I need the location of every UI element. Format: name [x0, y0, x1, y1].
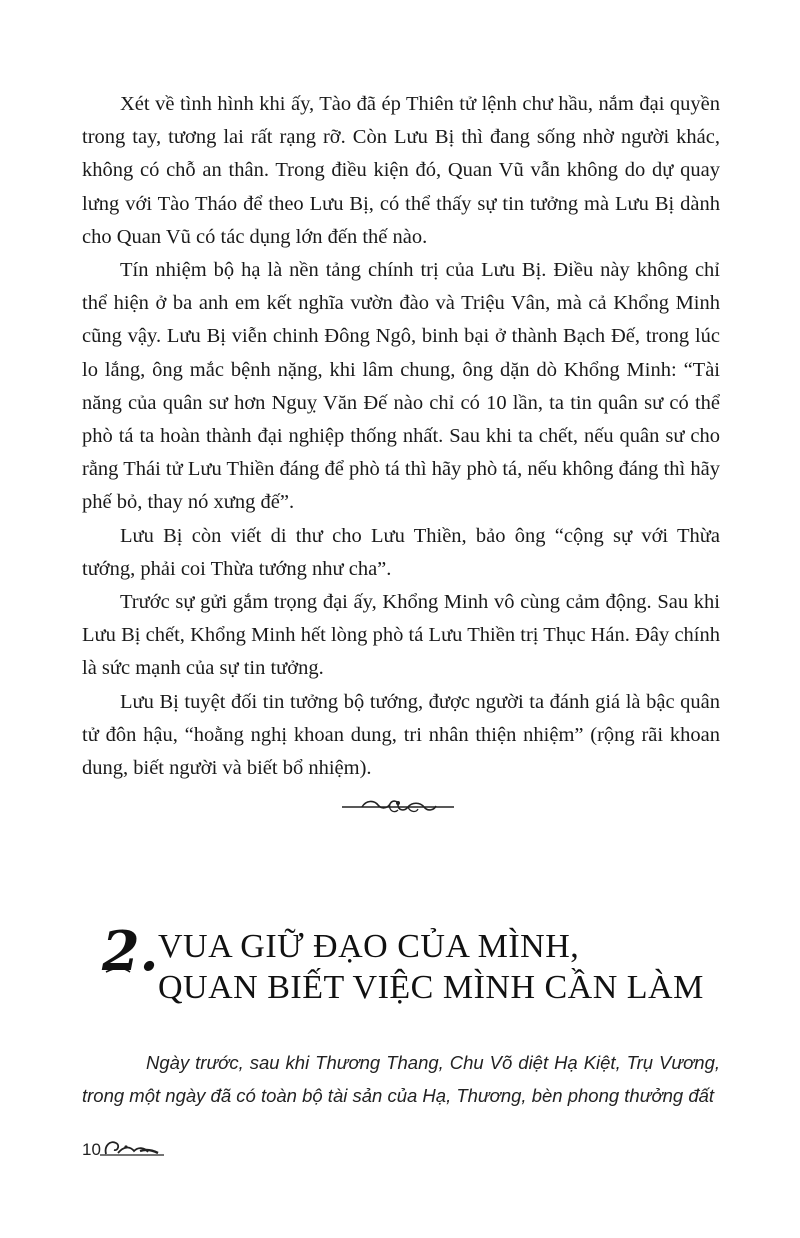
page-number-flourish-icon: [100, 1134, 166, 1160]
paragraph: Trước sự gửi gắm trọng đại ấy, Khổng Minh vô cùng cảm động. Sau khi Lưu Bị chết, Khổng Minh hết lòng phò tá Lưu Thiền trị Thục Hán. Đây chính là sức mạnh của sự tin tưởng.: [82, 591, 720, 680]
paragraph: Tín nhiệm bộ hạ là nền tảng chính trị của Lưu Bị. Điều này không chỉ thể hiện ở ba anh em kết nghĩa vườn đào và Triệu Vân, mà cả Khổng Minh cũng vậy. Lưu Bị viễn chinh Đông Ngô, binh bại ở thành Bạch Đế, trong lúc lo lắng, ông mắc bệnh nặng, khi lâm chung, ông dặn dò Khổng Minh: “Tài năng của quân sư hơn Nguỵ Văn Đế nào chỉ có 10 lần, ta tin quân sư có thể phò tá ta hoàn thành đại nghiệp thống nhất. Sau khi ta chết, nếu quân sư cho rằng Thái tử Lưu Thiền đáng để phò tá thì hãy phò tá, nếu không đáng thì hãy phế bỏ, thay nó xưng đế”.: [82, 259, 720, 514]
chapter-title-line-1: VUA GIỮ ĐẠO CỦA MÌNH,: [158, 928, 580, 965]
chapter-intro-text: Ngày trước, sau khi Thương Thang, Chu Võ diệt Hạ Kiệt, Trụ Vương, trong một ngày đã có toàn bộ tài sản của Hạ, Thương, bèn phong thưởng đất: [82, 1052, 720, 1106]
chapter-title: [158, 926, 704, 1008]
paragraph: Lưu Bị tuyệt đối tin tưởng bộ tướng, được người ta đánh giá là bậc quân tử đôn hậu, “hoằng nghị khoan dung, tri nhân thiện nhiệm” (rộng rãi khoan dung, biết người và biết bổ nhiệm).: [82, 690, 720, 780]
paragraph: Lưu Bị còn viết di thư cho Lưu Thiền, bảo ông “cộng sự với Thừa tướng, phải coi Thừa tướng như cha”.: [82, 524, 720, 580]
page-number: 10: [82, 1140, 101, 1159]
chapter-number: 2.: [102, 919, 159, 983]
ornamental-scroll-divider-icon: [340, 794, 456, 818]
chapter-title-line-2: QUAN BIẾT VIỆC MÌNH CẦN LÀM: [158, 969, 704, 1006]
paragraph: Xét về tình hình khi ấy, Tào đã ép Thiên tử lệnh chư hầu, nắm đại quyền trong tay, tương lai rất rạng rỡ. Còn Lưu Bị thì đang sống nhờ người khác, không có chỗ an thân. Trong điều kiện đó, Quan Vũ vẫn không do dự quay lưng với Tào Tháo để theo Lưu Bị, có thể thấy sự tin tưởng mà Lưu Bị dành cho Quan Vũ có tác dụng lớn đến thế nào.: [82, 93, 720, 248]
body-text: [82, 88, 720, 785]
chapter-number-flourish-icon: [100, 928, 154, 978]
